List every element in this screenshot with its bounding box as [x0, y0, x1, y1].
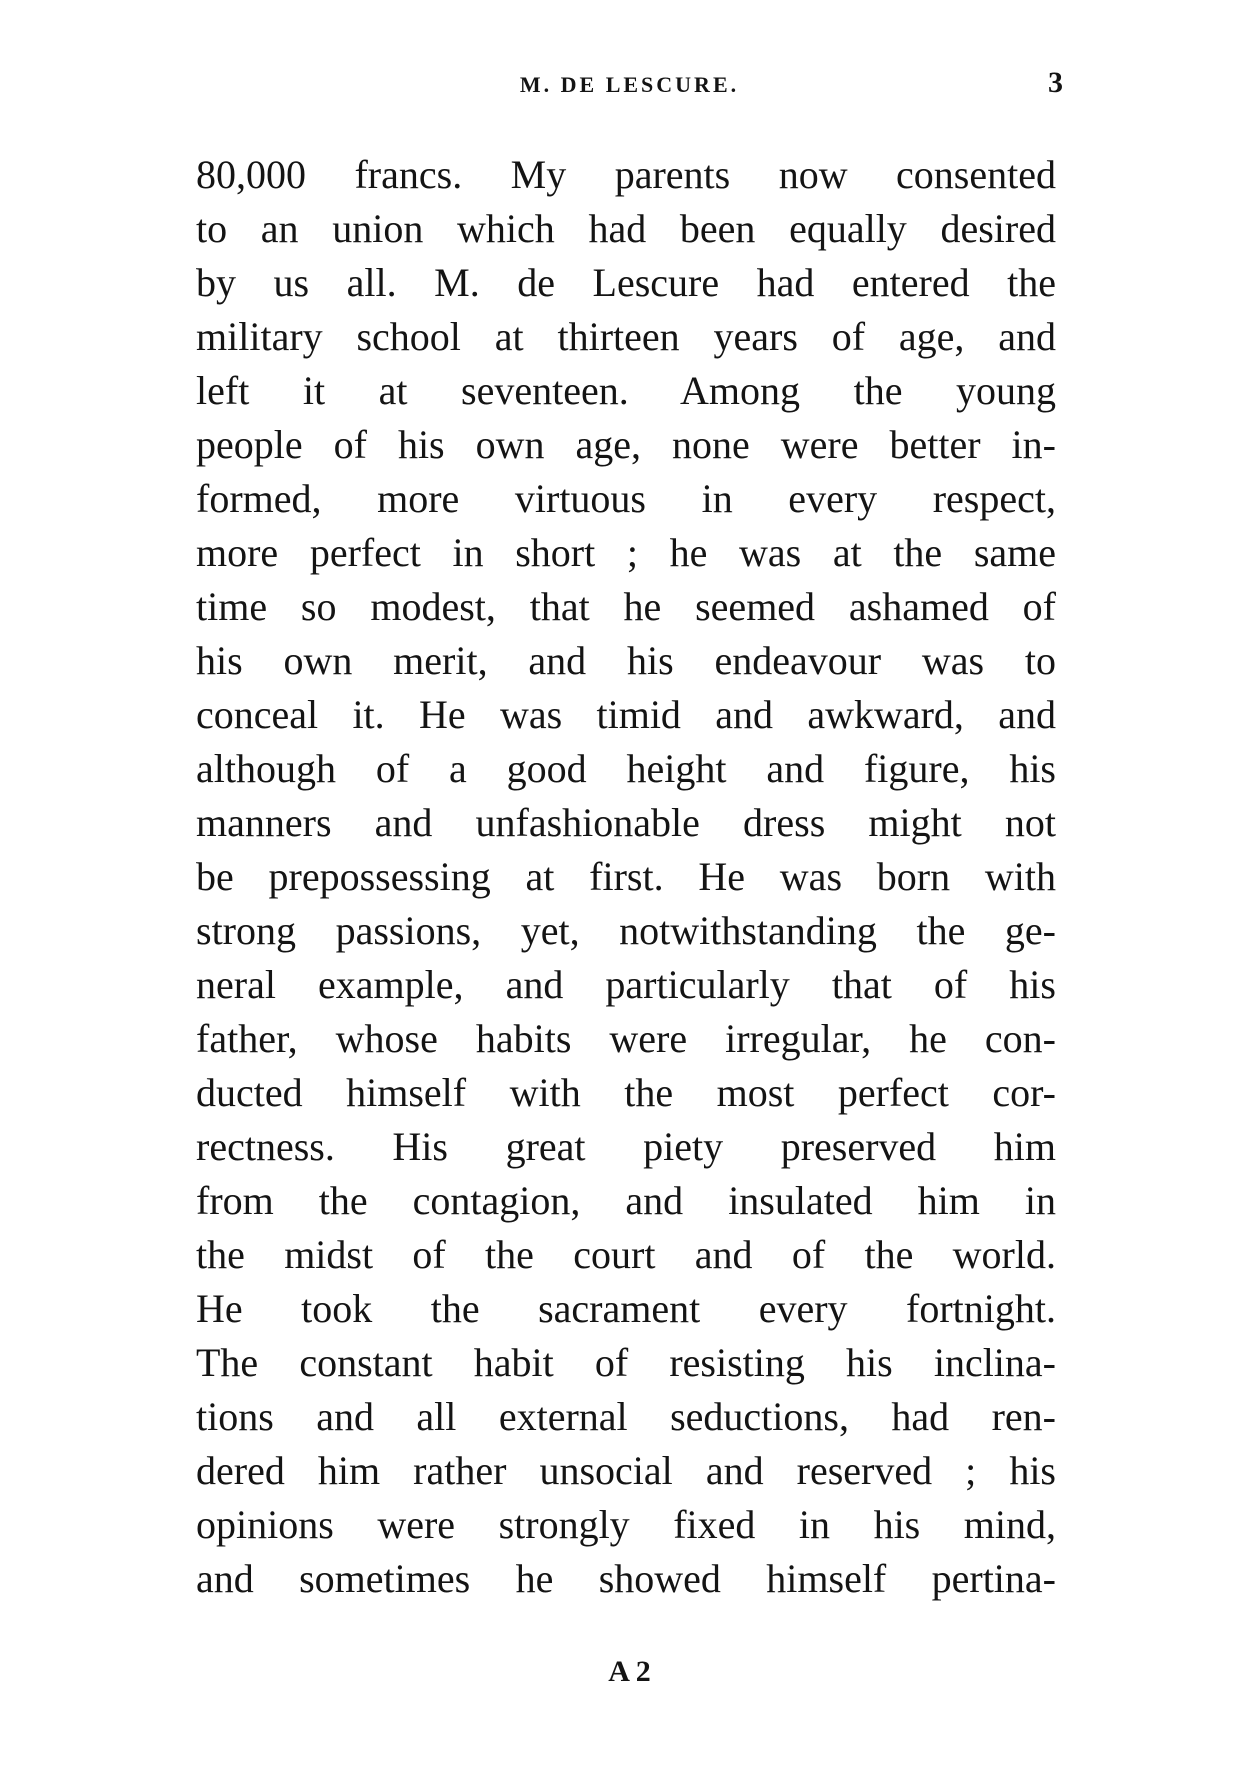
text-line: although of a good height and figure, his: [196, 746, 1056, 791]
text-line: opinions were strongly fixed in his mind,: [196, 1502, 1056, 1547]
text-line: to an union which had been equally desired: [196, 206, 1056, 251]
text-line: military school at thirteen years of age, and: [196, 314, 1056, 359]
text-line: neral example, and particularly that of his: [196, 962, 1056, 1007]
text-line: father, whose habits were irregular, he con-: [196, 1016, 1056, 1061]
text-line: ducted himself with the most perfect cor-: [196, 1070, 1056, 1115]
text-line: left it at seventeen. Among the young: [196, 368, 1056, 413]
text-line: from the contagion, and insulated him in: [196, 1178, 1056, 1223]
text-line: manners and unfashionable dress might not: [196, 800, 1056, 845]
page-number: 3: [1048, 66, 1063, 99]
text-line: his own merit, and his endeavour was to: [196, 638, 1056, 683]
text-line: and sometimes he showed himself pertina-: [196, 1556, 1056, 1601]
running-head: [196, 66, 1063, 112]
text-line: formed, more virtuous in every respect,: [196, 476, 1056, 521]
text-line: The constant habit of resisting his inclina-: [196, 1340, 1056, 1385]
text-line: tions and all external seductions, had ren-: [196, 1394, 1056, 1439]
text-line: dered him rather unsocial and reserved ; his: [196, 1448, 1056, 1493]
running-title: M. DE LESCURE.: [519, 72, 740, 97]
text-line: time so modest, that he seemed ashamed of: [196, 584, 1056, 629]
signature-mark: A 2: [608, 1655, 651, 1688]
text-line: conceal it. He was timid and awkward, and: [196, 692, 1056, 737]
body-text: [196, 148, 1056, 1606]
text-line: people of his own age, none were better in-: [196, 422, 1056, 467]
text-line: 80,000 francs. My parents now consented: [196, 152, 1056, 197]
text-line: by us all. M. de Lescure had entered the: [196, 260, 1056, 305]
text-line: He took the sacrament every fortnight.: [196, 1286, 1056, 1331]
text-line: strong passions, yet, notwithstanding the ge-: [196, 908, 1056, 953]
text-line: more perfect in short ; he was at the same: [196, 530, 1056, 575]
text-line: rectness. His great piety preserved him: [196, 1124, 1056, 1169]
text-line: be prepossessing at first. He was born with: [196, 854, 1056, 899]
text-line: the midst of the court and of the world.: [196, 1232, 1056, 1277]
